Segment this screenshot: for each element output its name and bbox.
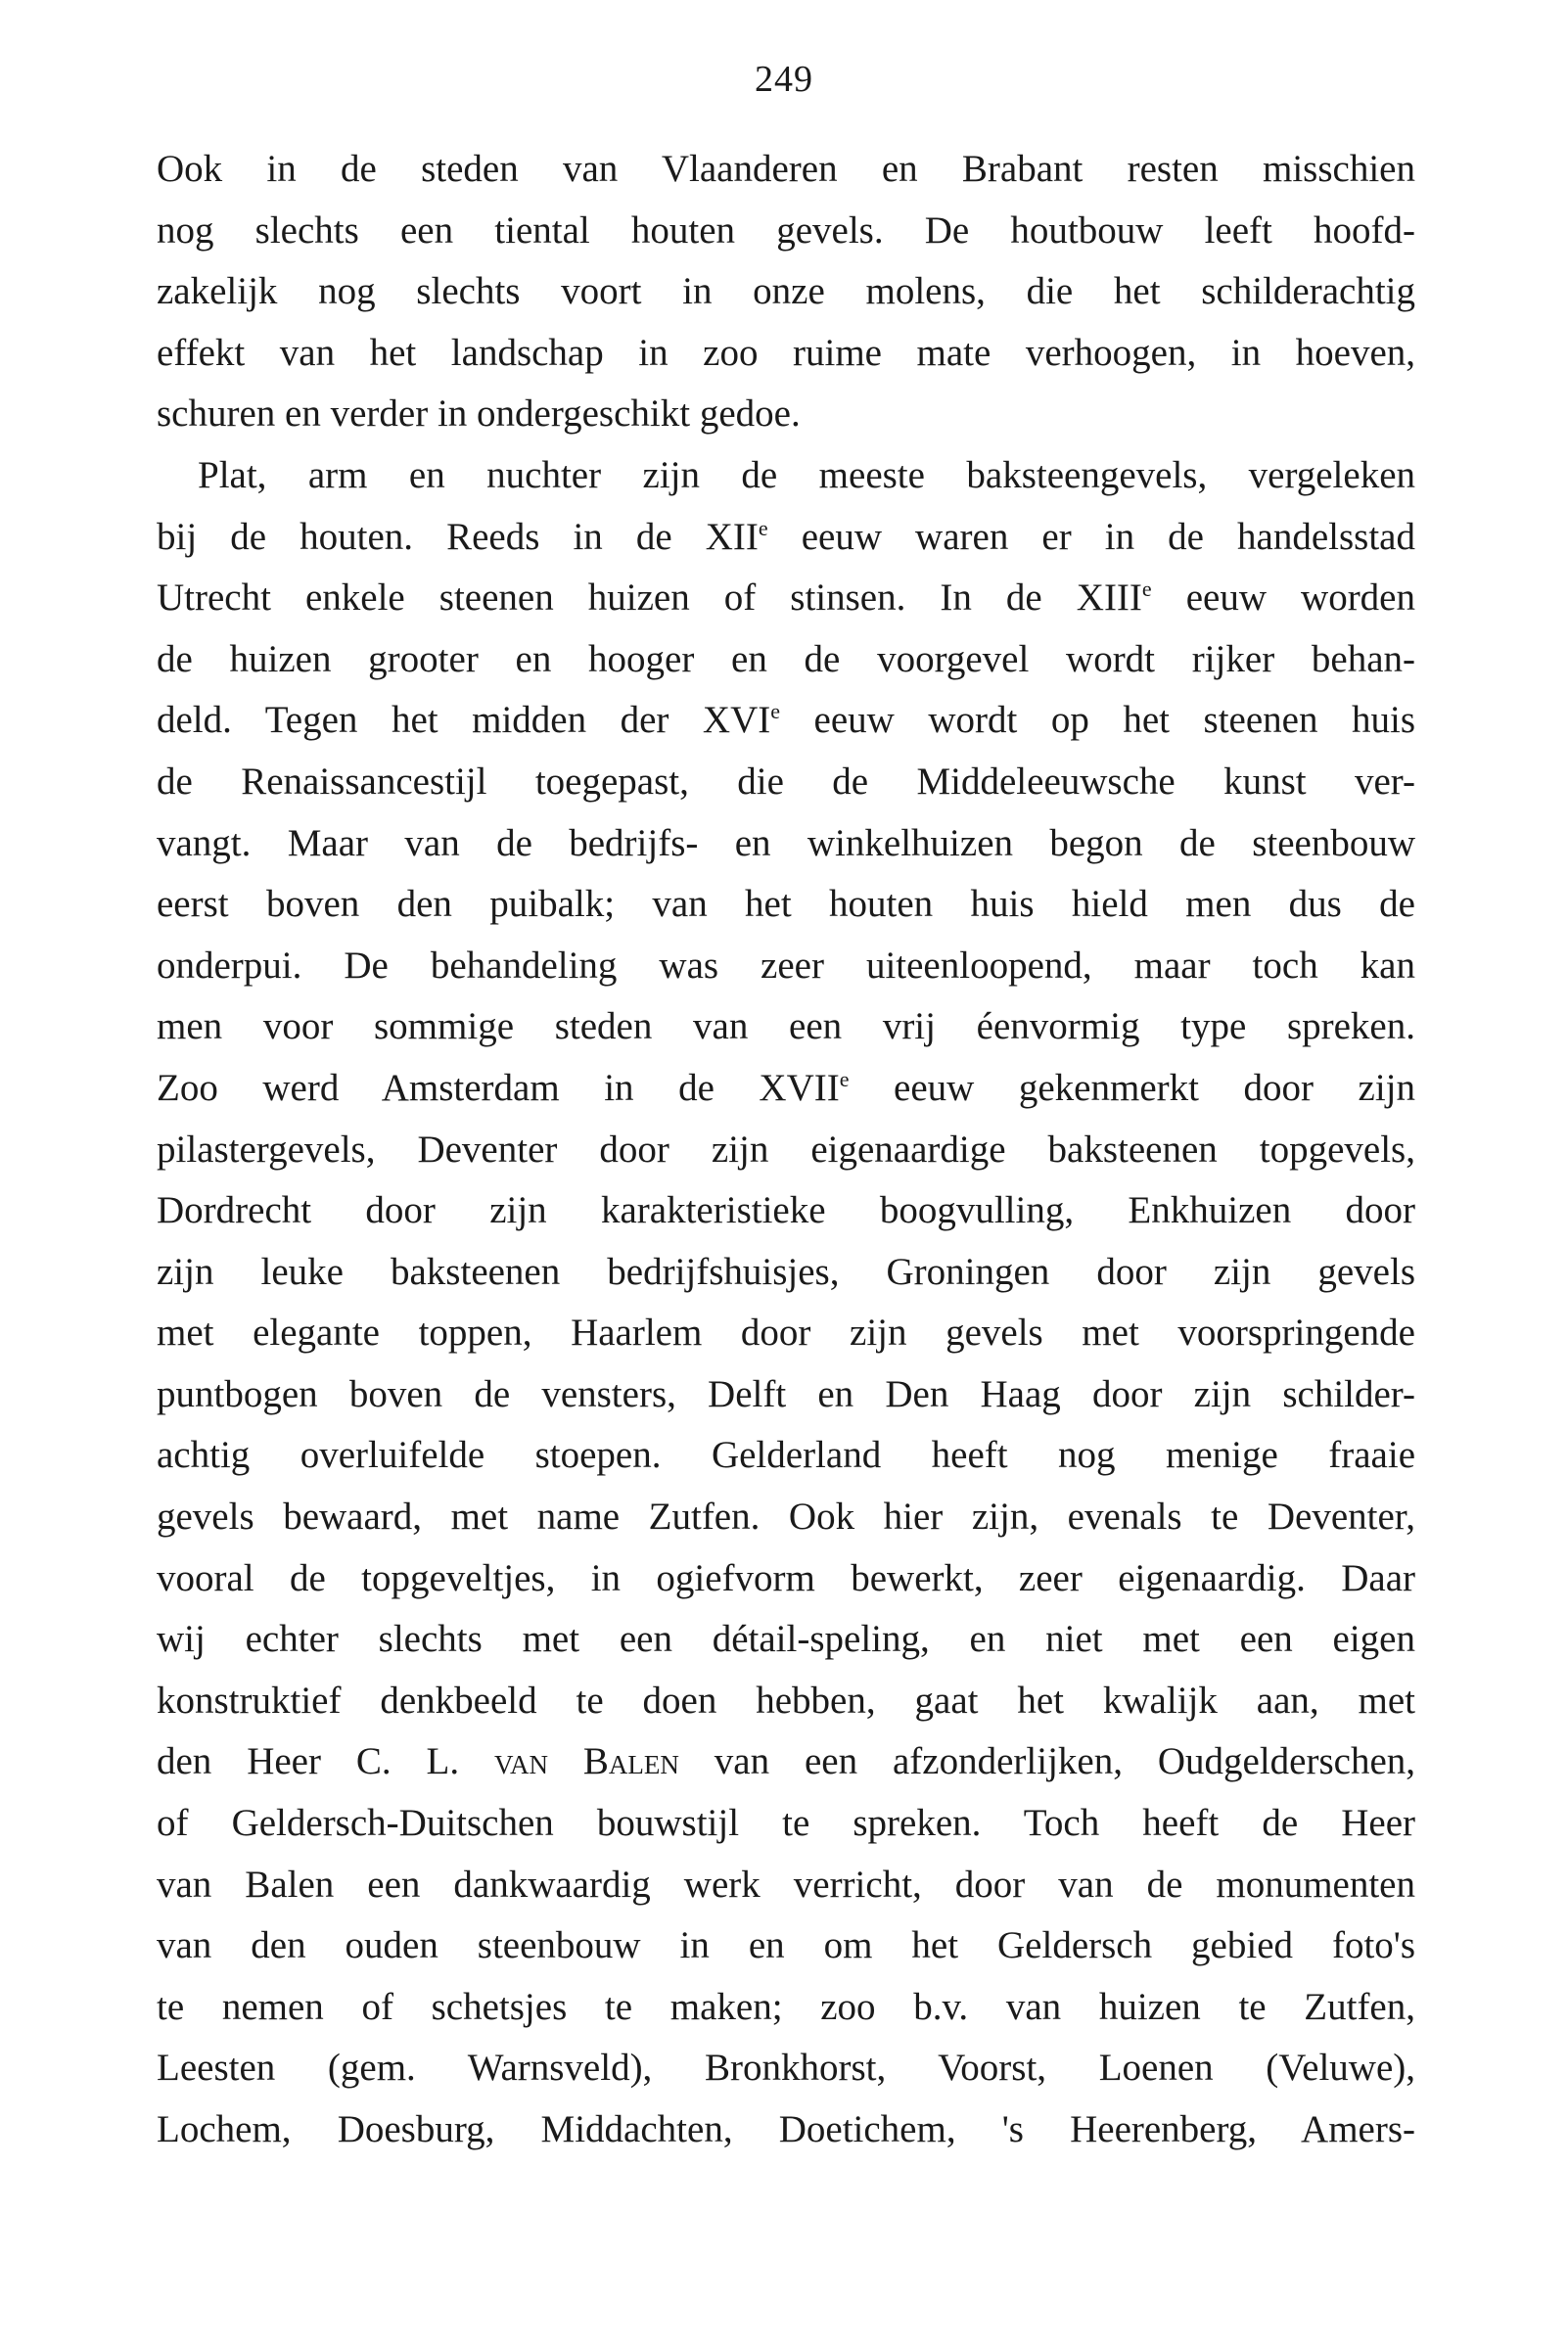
text-line: zijn leuke baksteenen bedrijfshuisjes, Groningen door zijn gevels xyxy=(157,1250,1415,1293)
ordinal-superscript: e xyxy=(1141,576,1152,602)
text-line: vooral de topgeveltjes, in ogiefvorm bewerkt, zeer eigenaardig. Daar xyxy=(157,1556,1415,1599)
text-line: Zoo werd Amsterdam in de XVIIe eeuw gekenmerkt door zijn xyxy=(157,1066,1415,1109)
ordinal-superscript: e xyxy=(758,515,768,540)
ordinal-superscript: e xyxy=(839,1066,850,1091)
text-line: de Renaissancestijl toegepast, die de Middeleeuwsche kunst ver- xyxy=(157,760,1415,803)
text-line: vangt. Maar van de bedrijfs- en winkelhuizen begon de steenbouw xyxy=(157,821,1415,864)
text-line: pilastergevels, Deventer door zijn eigenaardige baksteenen topgevels, xyxy=(157,1128,1415,1171)
text-line: onderpui. De behandeling was zeer uiteenloopend, maar toch kan xyxy=(157,944,1415,987)
page-number: 249 xyxy=(755,59,813,100)
text-line: nog slechts een tiental houten gevels. De houtbouw leeft hoofd- xyxy=(157,208,1415,252)
text-line: effekt van het landschap in zoo ruime mate verhoogen, in hoeven, xyxy=(157,331,1415,374)
text-line: eerst boven den puibalk; van het houten huis hield men dus de xyxy=(157,883,1415,926)
text-line: Leesten (gem. Warnsveld), Bronkhorst, Voorst, Loenen (Veluwe), xyxy=(157,2047,1415,2090)
text-line: Lochem, Doesburg, Middachten, Doetichem, 's Heerenberg, Amers- xyxy=(157,2108,1415,2150)
text-line: te nemen of schetsjes te maken; zoo b.v. van huizen te Zutfen, xyxy=(157,1985,1415,2028)
text-line: wij echter slechts met een détail-speling, en niet met een eigen xyxy=(157,1618,1415,1661)
text-line: puntbogen boven de vensters, Delft en Den Haag door zijn schilder- xyxy=(157,1372,1415,1415)
ordinal-superscript: e xyxy=(770,699,781,724)
text-line: men voor sommige steden van een vrij éenvormig type spreken. xyxy=(157,1005,1415,1048)
body-text xyxy=(157,139,1415,2161)
paragraph-end-line: schuren en verder in ondergeschikt gedoe. xyxy=(157,392,801,436)
text-line: deld. Tegen het midden der XVIe eeuw wordt op het steenen huis xyxy=(157,699,1415,742)
text-line: den Heer C. L. van Balen van een afzonderlijken, Oudgelderschen, xyxy=(157,1740,1416,1783)
text-line: van den ouden steenbouw in en om het Geldersch gebied foto's xyxy=(157,1924,1415,1967)
text-line: met elegante toppen, Haarlem door zijn gevels met voorspringende xyxy=(157,1312,1415,1355)
text-line: bij de houten. Reeds in de XIIe eeuw waren er in de handelsstad xyxy=(157,515,1415,558)
text-line: konstruktief denkbeeld te doen hebben, gaat het kwalijk aan, met xyxy=(157,1679,1415,1722)
text-line: achtig overluifelde stoepen. Gelderland heeft nog menige fraaie xyxy=(157,1434,1415,1477)
text-line: Dordrecht door zijn karakteristieke boogvulling, Enkhuizen door xyxy=(157,1189,1415,1232)
text-line: de huizen grooter en hooger en de voorgevel wordt rijker behan- xyxy=(157,637,1415,680)
paragraph-start-line: Plat, arm en nuchter zijn de meeste baksteengevels, vergeleken xyxy=(198,453,1415,496)
text-line: zakelijk nog slechts voort in onze molens, die het schilderachtig xyxy=(157,270,1415,313)
text-line: Ook in de steden van Vlaanderen en Brabant resten misschien xyxy=(157,148,1415,190)
text-line: Utrecht enkele steenen huizen of stinsen. In de XIIIe eeuw worden xyxy=(157,576,1415,620)
text-line: gevels bewaard, met name Zutfen. Ook hier zijn, evenals te Deventer, xyxy=(157,1496,1415,1539)
author-name-small-caps: van Balen xyxy=(493,1740,679,1783)
text-line: van Balen een dankwaardig werk verricht, door van de monumenten xyxy=(157,1863,1415,1906)
text-line: of Geldersch-Duitschen bouwstijl te spreken. Toch heeft de Heer xyxy=(157,1802,1415,1845)
